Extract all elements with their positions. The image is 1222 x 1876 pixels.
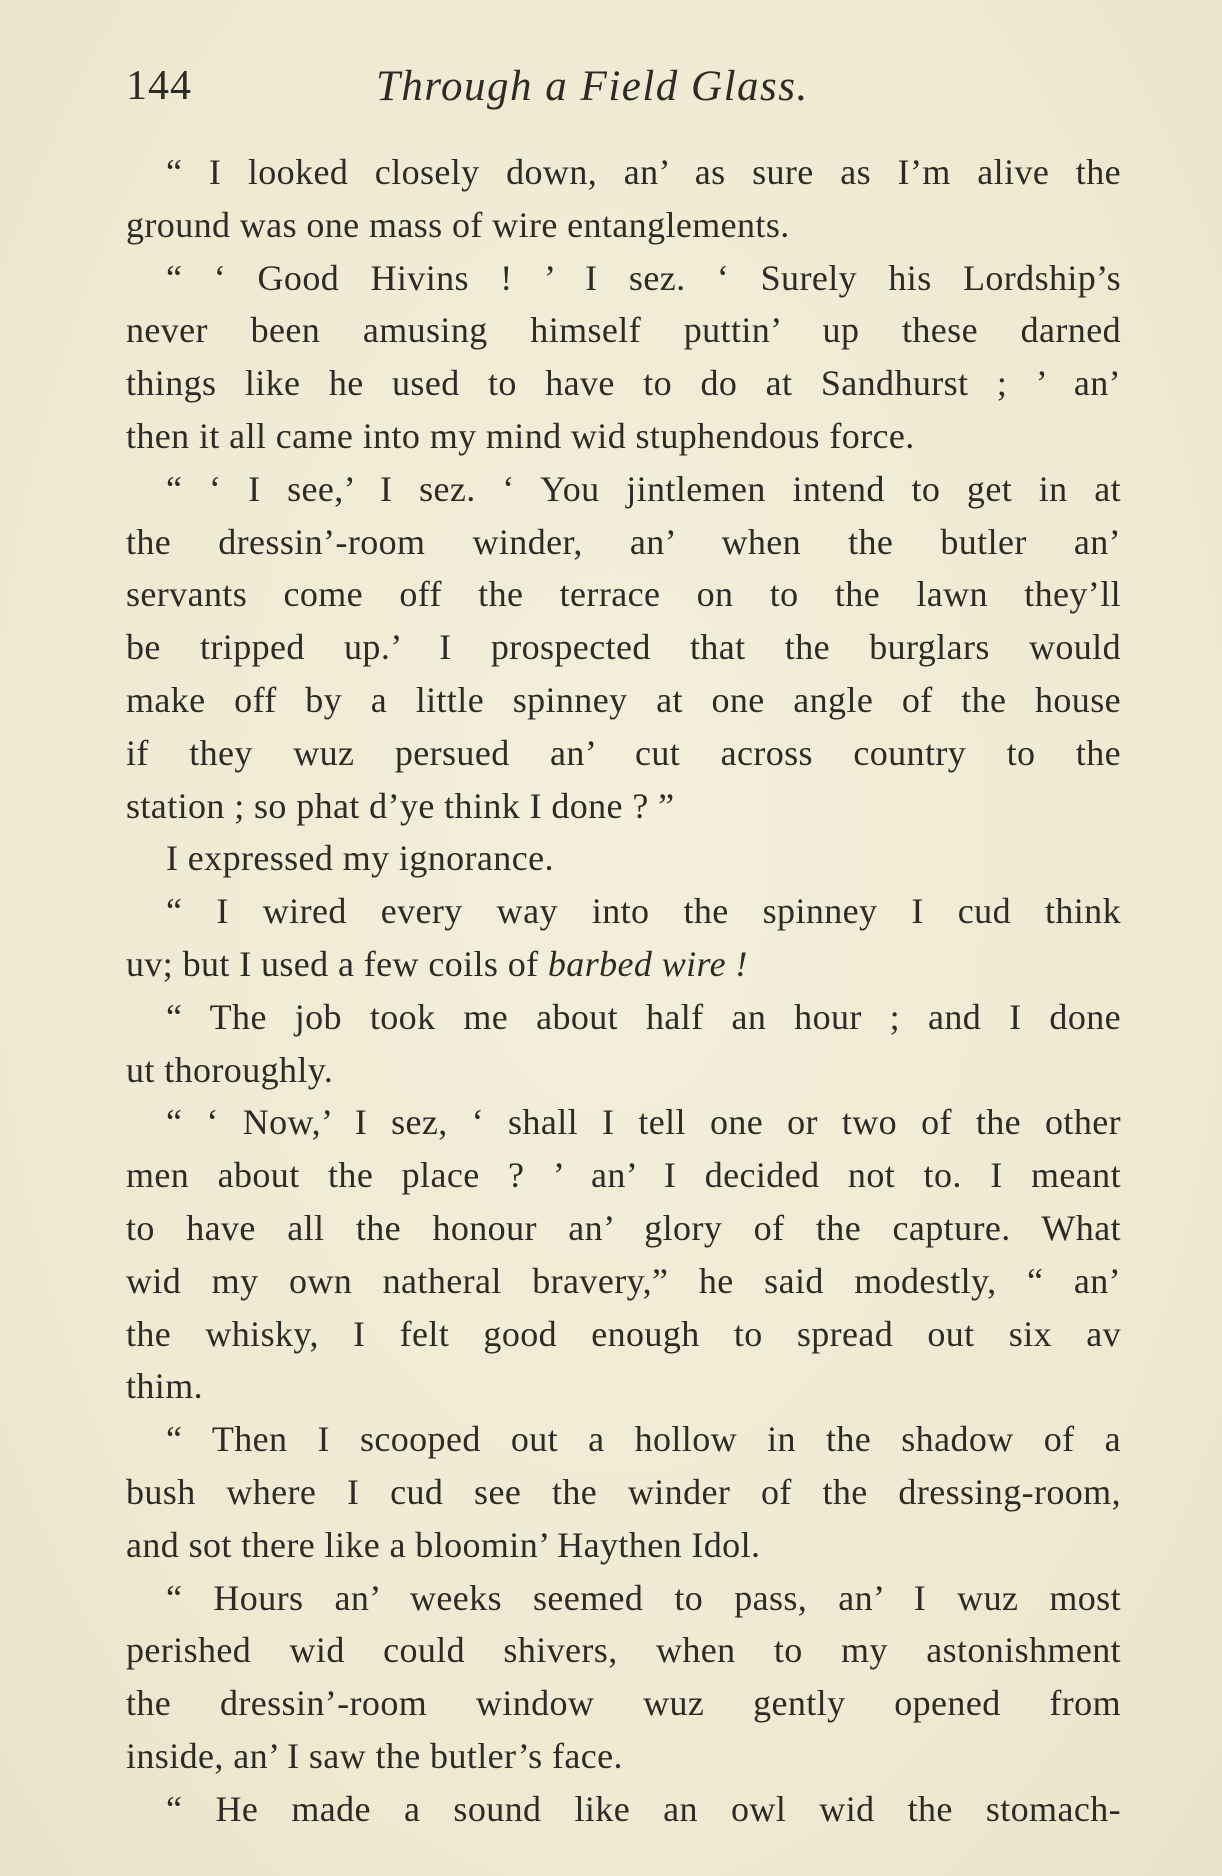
text-line: then it all came into my mind wid stuphendous force. [126, 415, 915, 456]
text-line: “ ‘ I see,’ I sez. ‘ You jintlemen intend to get in at [166, 468, 1121, 509]
text-line: I expressed my ignorance. [166, 838, 554, 879]
text-line-italic: barbed wire ! [547, 943, 748, 984]
text-line: “ He made a sound like an owl wid the stomach- [166, 1788, 1121, 1829]
text-line: perished wid could shivers, when to my astonishment [126, 1630, 1121, 1671]
text-line: “ Hours an’ weeks seemed to pass, an’ I wuz most [166, 1577, 1121, 1618]
text-line: the dressin’-room winder, an’ when the butler an’ [126, 521, 1121, 562]
text-line: thim. [126, 1366, 204, 1407]
text-line-roman: uv; but I used a few coils of [126, 943, 548, 984]
page-header [126, 62, 1126, 122]
text-line: men about the place ? ’ an’ I decided not to. I meant [126, 1155, 1121, 1196]
text-line: “ I wired every way into the spinney I cud think [166, 891, 1121, 932]
text-line: “ I looked closely down, an’ as sure as I’m alive the [166, 152, 1121, 192]
text-line: bush where I cud see the winder of the dressing-room, [126, 1471, 1121, 1512]
text-line: “ Then I scooped out a hollow in the shadow of a [166, 1419, 1121, 1460]
text-line: inside, an’ I saw the butler’s face. [126, 1735, 623, 1776]
text-line: to have all the honour an’ glory of the capture. What [126, 1207, 1121, 1248]
text-line: things like he used to have to do at Sandhurst ; ’ an’ [126, 363, 1121, 404]
page-number: 144 [126, 63, 192, 109]
text-line: never been amusing himself puttin’ up these darned [126, 310, 1121, 351]
text-line: ut thoroughly. [126, 1049, 334, 1090]
body-text [126, 146, 1121, 1836]
text-line: servants come off the terrace on to the lawn they’ll [126, 574, 1121, 615]
running-title: Through a Field Glass. [376, 63, 809, 110]
text-line: station ; so phat d’ye think I done ? ” [126, 785, 675, 826]
text-line: ground was one mass of wire entanglements. [126, 204, 790, 245]
text-line: make off by a little spinney at one angle of the house [126, 679, 1121, 720]
text-line: the dressin’-room window wuz gently opened from [126, 1683, 1121, 1724]
text-line: “ ‘ Good Hivins ! ’ I sez. ‘ Surely his Lordship’s [166, 257, 1121, 298]
text-line [126, 938, 1121, 991]
text-line: and sot there like a bloomin’ Haythen Idol. [126, 1524, 761, 1565]
text-line: if they wuz persued an’ cut across country to the [126, 732, 1121, 773]
text-line: “ The job took me about half an hour ; and I done [166, 996, 1121, 1037]
text-line: “ ‘ Now,’ I sez, ‘ shall I tell one or two of the other [166, 1102, 1121, 1143]
text-line: be tripped up.’ I prospected that the burglars would [126, 627, 1121, 668]
text-line: wid my own natheral bravery,” he said modestly, “ an’ [126, 1260, 1121, 1301]
text-line: the whisky, I felt good enough to spread out six av [126, 1313, 1121, 1354]
